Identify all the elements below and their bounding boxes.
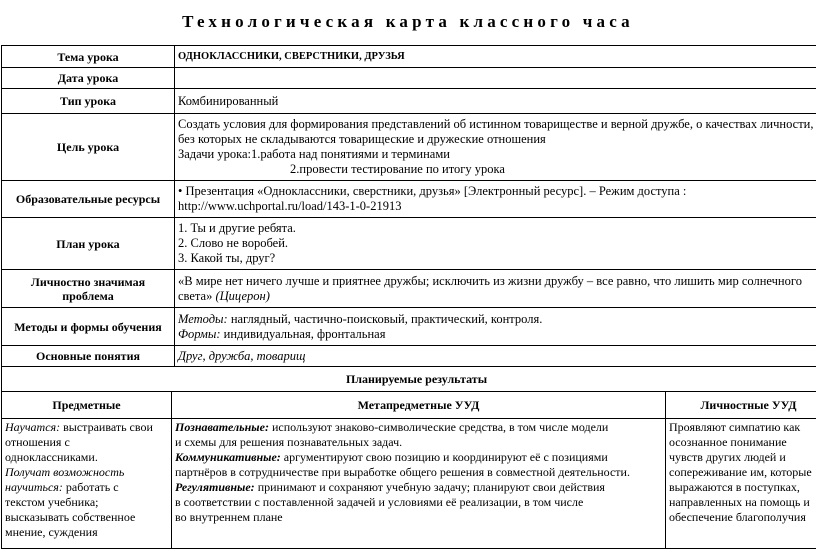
forms-sublabel: Формы:	[178, 326, 221, 341]
get-text: работать с	[65, 480, 119, 494]
quote-line: света»	[178, 288, 213, 303]
methods-label: Методы и формы обучения	[2, 308, 175, 346]
row-results-columns	[2, 392, 816, 419]
concepts-value: Друг, дружба, товарищ	[175, 346, 816, 367]
plan-list	[175, 218, 816, 270]
column-meta: Метапредметные УУД	[172, 392, 666, 419]
lesson-card-table	[1, 45, 816, 549]
quote-line: «В мире нет ничего лучше и приятнее дружбы; исключить из жизни дружбу – все равно, что лишить мир солнечного	[178, 273, 802, 288]
row-resources	[2, 181, 816, 218]
resource-link[interactable]: http://www.uchportal.ru/load/143-1-0-21913	[178, 199, 402, 213]
forms-text: индивидуальная, фронтальная	[223, 326, 386, 341]
page-title: Технологическая карта классного часа	[182, 12, 634, 31]
topic-label: Тема урока	[2, 46, 175, 68]
communicative-text: партнёров в сотрудничестве при выработке общего решения в совместной деятельности.	[175, 465, 630, 479]
row-type	[2, 89, 816, 114]
personal-line: осознанное понимание	[669, 435, 787, 449]
meta-results	[172, 419, 666, 549]
row-plan	[2, 218, 816, 270]
cognitive-label: Познавательные:	[175, 420, 269, 434]
row-goal	[2, 114, 816, 181]
goal-line: Создать условия для формирования представлений об истинном товариществе и верной дружбе, о качествах личности,	[178, 117, 814, 131]
goal-value	[175, 114, 816, 181]
methods-text: наглядный, частично-поисковый, практический, контроля.	[230, 311, 543, 326]
regulative-text: в соответствии с поставленной задачей и условиями её реализации, в том числе	[175, 495, 584, 509]
regulative-text: принимают и сохраняют учебную задачу; планируют свои действия	[257, 480, 605, 494]
tasks-line: 2.провести тестирование по итогу урока	[290, 162, 505, 176]
tasks-line: Задачи урока:1.работа над понятиями и терминами	[178, 147, 450, 161]
problem-label: Личностно значимая проблема	[2, 270, 175, 308]
regulative-text: во внутреннем плане	[175, 510, 283, 524]
personal-results	[666, 419, 816, 549]
methods-value	[175, 308, 816, 346]
learn-text: выстраивать свои	[63, 420, 153, 434]
subject-line: одноклассниками.	[5, 450, 98, 464]
row-results-content	[2, 419, 816, 549]
cognitive-text: используют знаково-символические средства, в том числе модели	[271, 420, 609, 434]
get-label: Получат возможность	[5, 465, 125, 479]
row-problem	[2, 270, 816, 308]
communicative-label: Коммуникативные:	[175, 450, 281, 464]
resources-value	[175, 181, 816, 218]
type-value: Комбинированный	[175, 89, 816, 114]
column-subject: Предметные	[2, 392, 172, 419]
column-personal: Личностные УУД	[666, 392, 816, 419]
row-results-header	[2, 367, 816, 392]
concepts-label: Основные понятия	[2, 346, 175, 367]
plan-item: 1. Ты и другие ребята.	[178, 221, 296, 235]
goal-line: без которых не складываются товарищеские и дружеские отношения	[178, 132, 546, 146]
communicative-text: аргументируют свою позицию и координируют её с позициями	[283, 450, 608, 464]
goal-label: Цель урока	[2, 114, 175, 181]
subject-line: текстом учебника;	[5, 495, 99, 509]
resources-label: Образовательные ресурсы	[2, 181, 175, 218]
personal-line: направленных на помощь и	[669, 495, 810, 509]
date-value	[175, 68, 816, 89]
personal-line: чувств других людей и	[669, 450, 786, 464]
row-concepts	[2, 346, 816, 367]
type-label: Тип урока	[2, 89, 175, 114]
row-topic	[2, 46, 816, 68]
date-label: Дата урока	[2, 68, 175, 89]
personal-line: обеспечение благополучия	[669, 510, 806, 524]
personal-line: сопереживание им, которые	[669, 465, 812, 479]
plan-item: 2. Слово не воробей.	[178, 236, 289, 250]
cognitive-text: и схемы для решения познавательных задач.	[175, 435, 403, 449]
get-label-2: научиться:	[5, 480, 63, 494]
results-header: Планируемые результаты	[2, 367, 816, 392]
regulative-label: Регулятивные:	[175, 480, 255, 494]
resource-line: • Презентация «Одноклассники, сверстники, друзья» [Электронный ресурс]. – Режим доступа :	[178, 184, 687, 198]
row-date	[2, 68, 816, 89]
subject-line: отношения с	[5, 435, 70, 449]
row-methods	[2, 308, 816, 346]
subject-line: мнение, суждения	[5, 525, 98, 539]
subject-line: высказывать собственное	[5, 510, 136, 524]
plan-item: 3. Какой ты, друг?	[178, 251, 276, 265]
problem-value	[175, 270, 816, 308]
subject-results	[2, 419, 172, 549]
quote-author: (Цицерон)	[215, 288, 270, 303]
learn-label: Научатся:	[5, 420, 61, 434]
methods-sublabel: Методы:	[178, 311, 228, 326]
personal-line: выражаются в поступках,	[669, 480, 800, 494]
plan-label: План урока	[2, 218, 175, 270]
personal-line: Проявляют симпатию как	[669, 420, 801, 434]
topic-value: ОДНОКЛАССНИКИ, СВЕРСТНИКИ, ДРУЗЬЯ	[175, 46, 816, 68]
